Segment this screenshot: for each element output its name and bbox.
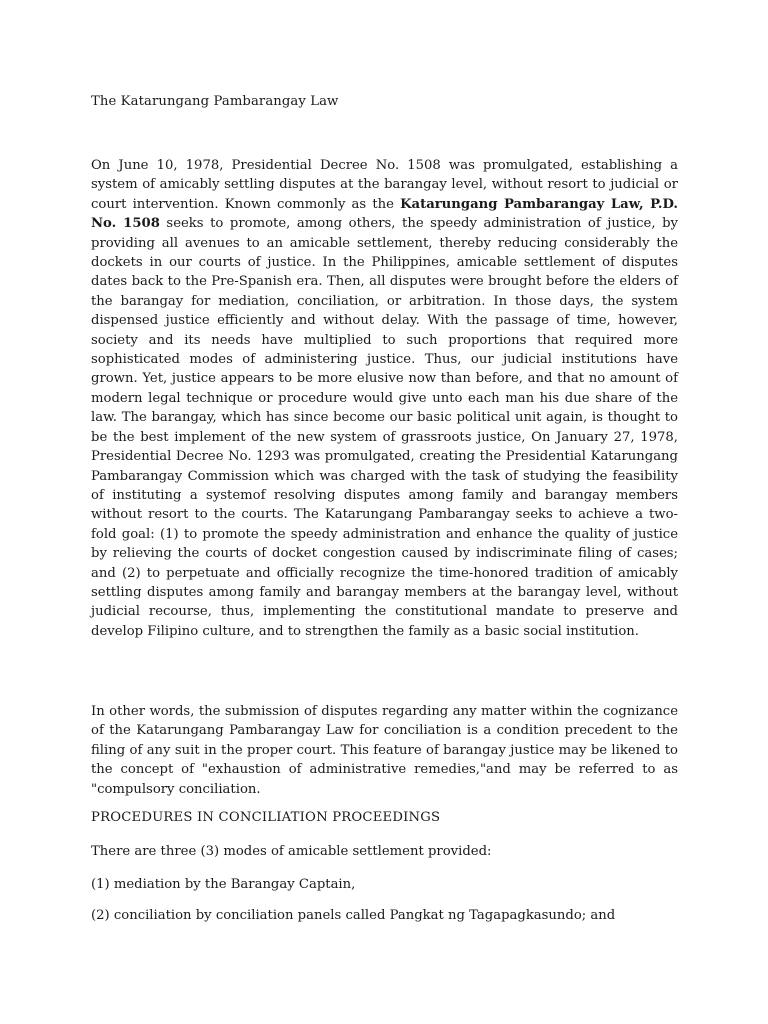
paragraph-history-text-2: seeks to promote, among others, the speedy administration of justice, by providing all avenues to an amicable settlement, thereby reducing considerably the dockets in our courts of justice. In the Philippines, amicable settlement of disputes dates back to the Pre-Spanish era. Then, all disputes were brought before the elders of the barangay for mediation, conciliation, or arbitration. In those days, the system dispensed justice efficiently and without delay. With the passage of time, however, society and its needs have multiplied to such proportions that required more sophisticated modes of administering justice. Thus, our judicial institutions have grown. Yet, justice appears to be more elusive now than before, and that no amount of modern legal technique or procedure would give unto each man his due share of the law. The barangay, which has since become our basic political unit again, is thought to be the best implement of the new system of grassroots justice, On January 27, 1978, Presidential Decree No. 1293 was promulgated, creating the Presidential Katarungang Pambarangay Commission which was charged with the task of studying the feasibility of instituting a systemof resolving disputes among family and barangay members without resort to the courts. The Katarungang Pambarangay seeks to achieve a two-fold goal: (1) to promote the speedy administration and enhance the quality of justice by relieving the courts of docket congestion caused by indiscriminate filing of cases; and (2) to perpetuate and officially recognize the time-honored tradition of amicably settling disputes among family and barangay members at the barangay level, without judicial recourse, thus, implementing the constitutional mandate to preserve and develop Filipino culture, and to strengthen the family as a basic social institution. (91, 216, 678, 639)
paragraph-history (91, 156, 678, 641)
document-title: The Katarungang Pambarangay Law (91, 94, 339, 109)
paragraph-history-text-1: On June 10, 1978, Presidential Decree No. 1508 was promulgated, establishing a system of amicably settling disputes at the barangay level, without resort to judicial or court intervention. Known commonly as the (91, 158, 678, 212)
section-heading: PROCEDURES IN CONCILIATION PROCEEDINGS (91, 810, 441, 825)
mode-item-conciliation: (2) conciliation by conciliation panels called Pangkat ng Tagapagkasundo; and (91, 908, 616, 923)
law-name-bold: Katarungang Pambarangay Law, P.D. No. 1508 (91, 196, 678, 232)
modes-intro: There are three (3) modes of amicable settlement provided: (91, 844, 492, 859)
paragraph-compulsory-conciliation: In other words, the submission of disputes regarding any matter within the cognizance of the Katarungang Pambarangay Law for conciliation is a condition precedent to the filing of any suit in the proper court. This feature of barangay justice may be likened to the concept of "exhaustion of administrative remedies,"and may be referred to as "compulsory conciliation. (91, 704, 678, 797)
mode-item-mediation: (1) mediation by the Barangay Captain, (91, 877, 356, 892)
